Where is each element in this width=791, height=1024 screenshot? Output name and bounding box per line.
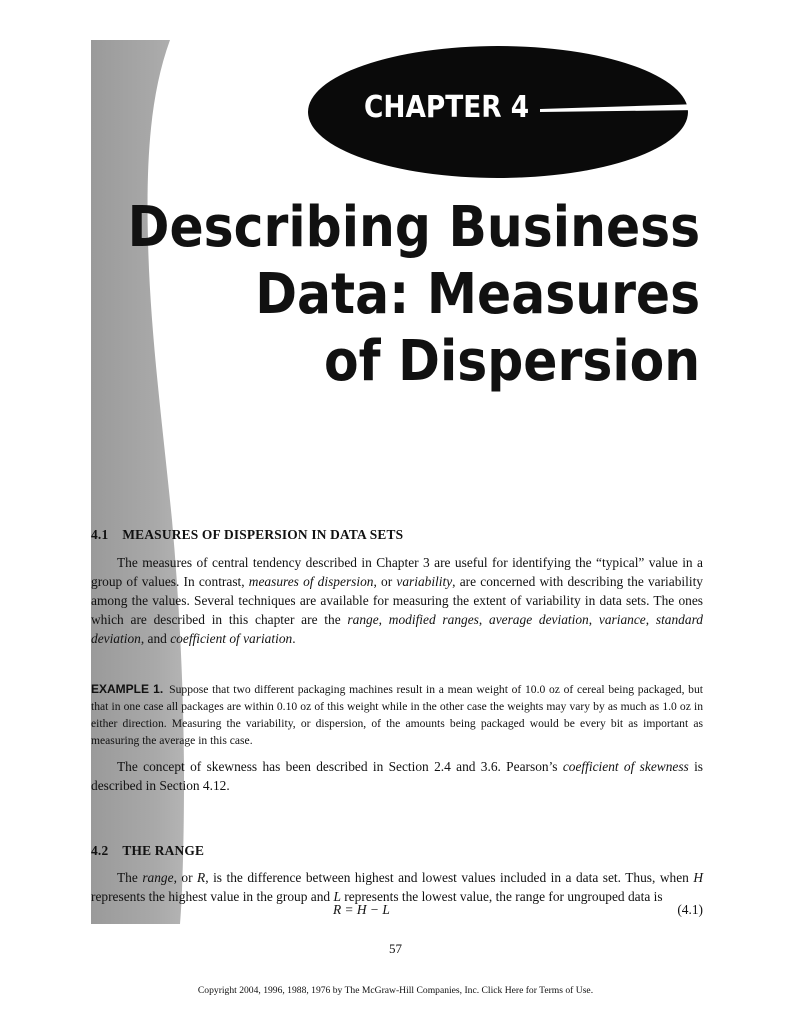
formula-number: (4.1) — [677, 902, 703, 917]
range-formula — [91, 902, 703, 922]
italic-term: L — [333, 889, 341, 904]
section-heading-4-1 — [91, 527, 403, 543]
text-run: , or — [173, 870, 198, 885]
formula-expression: R = H − L — [333, 902, 390, 917]
text-run: represents the lowest value, the range for ungrouped data is — [340, 889, 663, 904]
chapter-title — [127, 194, 700, 395]
italic-term: measures of dispersion — [248, 574, 374, 589]
text-run: , — [588, 612, 599, 627]
text-run: The measures of central tendency described in Chapter 3 are useful for identifying the “typical” value in a group of values. In contrast, — [91, 555, 703, 589]
text-run: The concept of skewness has been described in Section 2.4 and 3.6. Pearson’s — [117, 759, 563, 774]
section-4-1-paragraph — [91, 553, 703, 648]
chapter-title-line-1: Describing Business — [127, 195, 700, 260]
section-number: 4.2 — [91, 843, 109, 858]
section-title: THE RANGE — [122, 843, 205, 858]
section-title: MEASURES OF DISPERSION IN DATA SETS — [122, 527, 404, 542]
chapter-title-line-3: of Dispersion — [323, 329, 700, 394]
text-run: , is the difference between highest and lowest values included in a data set. Thus, when — [205, 870, 694, 885]
section-4-2-paragraph — [91, 868, 703, 906]
italic-term: average deviation — [489, 612, 589, 627]
text-run: The — [117, 870, 143, 885]
text-run: , or — [373, 574, 397, 589]
italic-term: range — [142, 870, 174, 885]
text-run: . — [292, 631, 296, 646]
italic-term: H — [693, 870, 704, 885]
italic-term: range — [347, 612, 379, 627]
example-text: Suppose that two different packaging machines result in a mean weight of 10.0 oz of cereal being packaged, but that in one case all packages are within 0.10 oz of this weight while in the other case the weights may vary by as much as 1.0 oz in either direction. Measuring the variability, or dispersion, of the amounts being packaged would be every bit as important as measuring the average in this case. — [91, 683, 703, 747]
copyright-footer[interactable]: Copyright 2004, 1996, 1988, 1976 by The McGraw-Hill Companies, Inc. Click Here for Terms of Use. — [197, 985, 594, 996]
section-heading-4-2 — [91, 843, 204, 859]
italic-term: coefficient of skewness — [562, 759, 689, 774]
italic-term: modified ranges — [388, 612, 479, 627]
italic-term: standard deviation — [91, 612, 703, 646]
example-label: EXAMPLE 1. — [91, 682, 164, 696]
chapter-label: CHAPTER 4 — [364, 90, 530, 125]
text-run: is described in Section 4.12. — [91, 759, 704, 793]
italic-term: R — [197, 870, 206, 885]
section-number: 4.1 — [91, 527, 109, 542]
skewness-paragraph — [91, 757, 703, 795]
italic-term: variability — [396, 574, 453, 589]
chapter-title-line-2: Data: Measures — [255, 262, 700, 327]
text-run: , — [645, 612, 656, 627]
example-1 — [91, 681, 703, 749]
text-run: , — [378, 612, 389, 627]
text-run: represents the highest value in the group and — [91, 889, 334, 904]
text-run: , and — [140, 631, 171, 646]
italic-term: coefficient of variation — [170, 631, 293, 646]
text-run: , are concerned with describing the variability among the values. Several techniques are available for measuring the extent of variability in data sets. The ones which are described in this chapter are the — [91, 574, 703, 627]
page-number: 57 — [389, 941, 402, 956]
text-run: , — [478, 612, 490, 627]
italic-term: variance — [598, 612, 646, 627]
